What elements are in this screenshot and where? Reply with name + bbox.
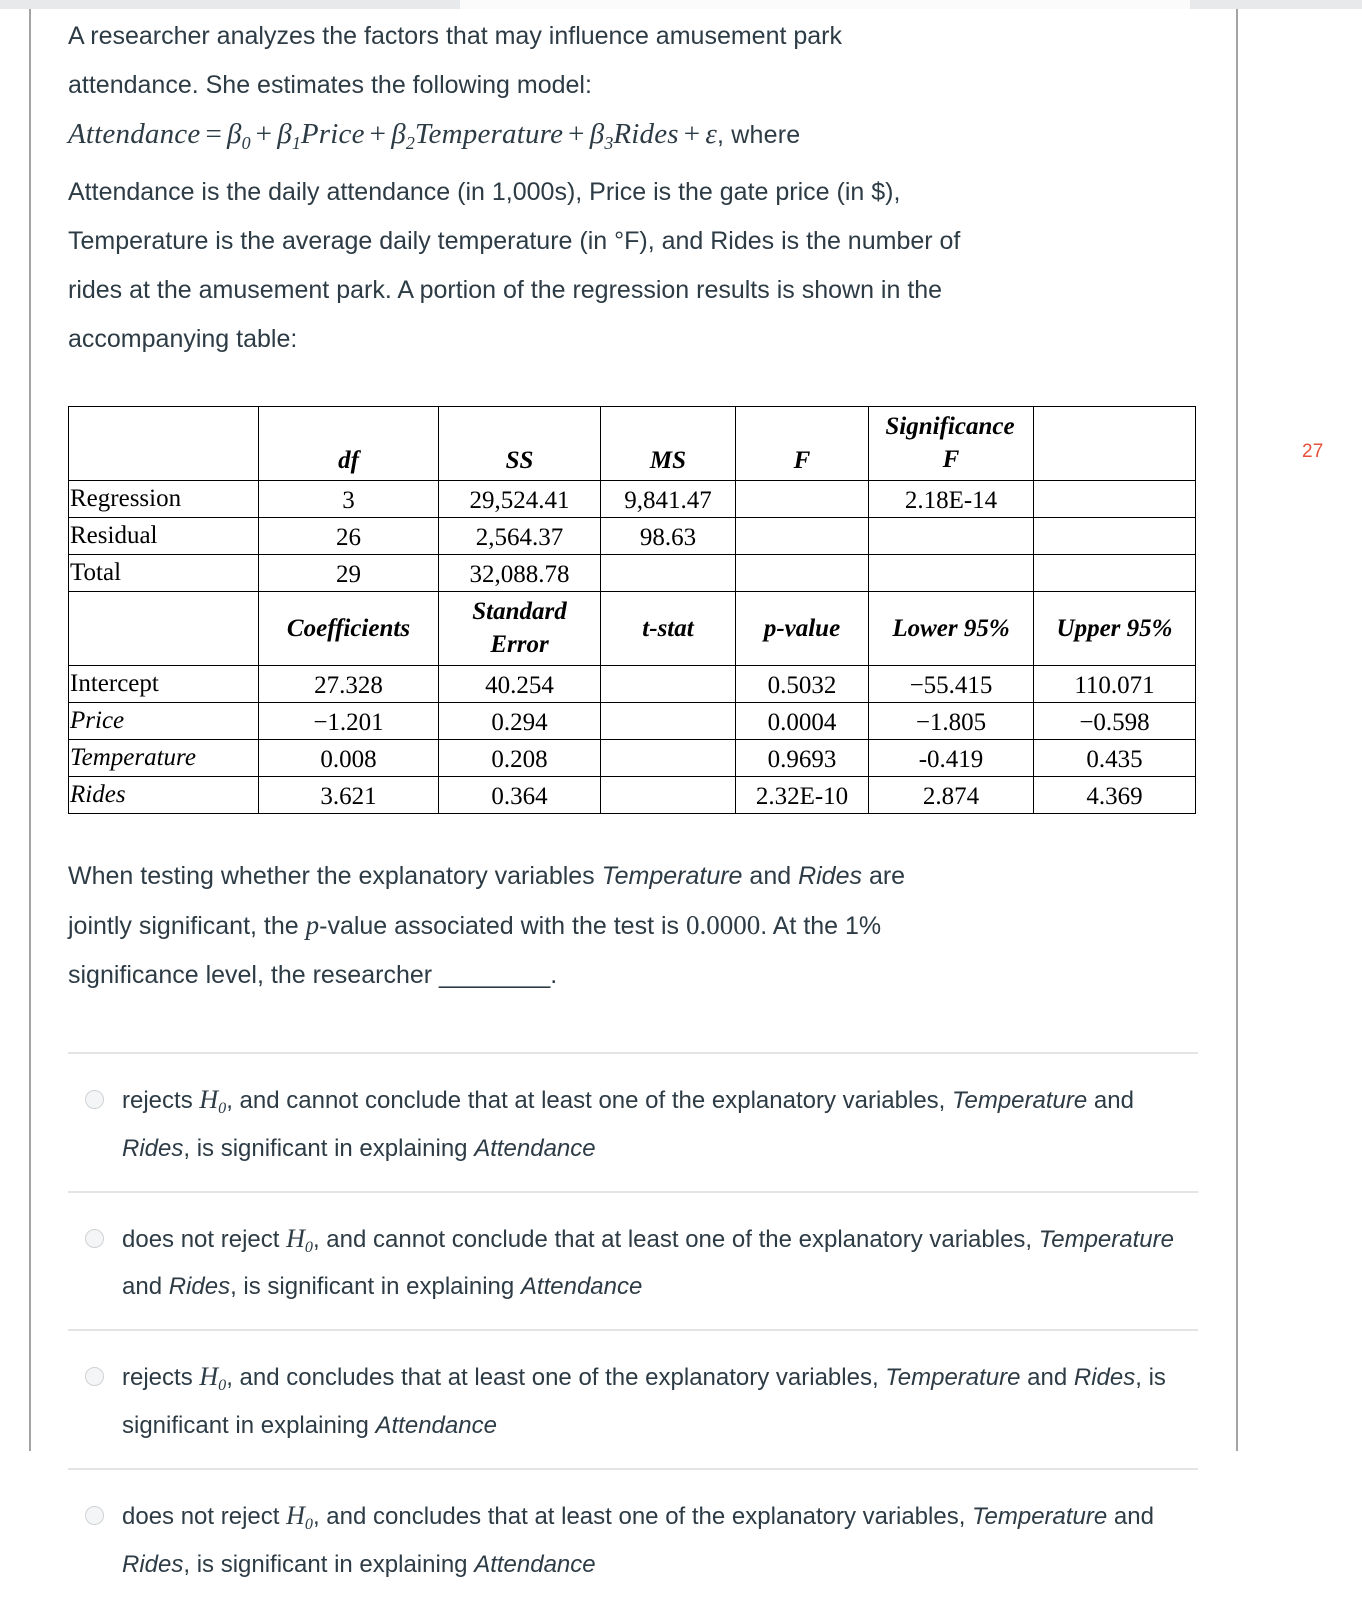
eq-plus-4: + [679, 118, 706, 150]
eq-beta1-sub: 1 [292, 133, 301, 153]
radio-button-option-2[interactable] [85, 1229, 104, 1248]
eq-beta2: β [391, 118, 406, 150]
prompt-line-2 [68, 901, 1198, 951]
stem-line-6: accompanying table: [68, 315, 1198, 364]
option-1-h-sub: 0 [218, 1100, 226, 1117]
answer-option-2[interactable] [68, 1193, 1198, 1330]
prompt-symbol-p: p [306, 910, 320, 940]
anova-header-df: df [259, 406, 439, 480]
coef-rides-p-value: 2.32E-10 [736, 776, 869, 813]
eq-beta3-sub: 3 [604, 133, 613, 153]
anova-header-f: F [736, 406, 869, 480]
option-1-text-b: , and cannot conclude that at least one of the explanatory variables, [226, 1087, 952, 1114]
eq-equals: = [200, 118, 227, 150]
option-3-text-d: , is significant in explaining [122, 1364, 1166, 1439]
option-4-var-rides: Rides [122, 1551, 183, 1578]
eq-beta1: β [277, 118, 292, 150]
prompt-text-2a: jointly significant, the [68, 912, 306, 940]
option-3-var-attendance: Attendance [376, 1412, 497, 1439]
anova-regression-df: 3 [259, 480, 439, 517]
coef-header-standard-error [439, 591, 601, 665]
option-3-h-sub: 0 [218, 1377, 226, 1394]
eq-plus-1: + [251, 118, 278, 150]
option-1-var-rides: Rides [122, 1135, 183, 1162]
option-2-h: H [286, 1224, 305, 1253]
coef-row-label-temperature: Temperature [69, 739, 259, 776]
option-2-var-attendance: Attendance [521, 1273, 642, 1300]
table-row [69, 517, 1362, 554]
table-row [69, 776, 1362, 813]
anova-header-row [69, 406, 1362, 480]
anova-header-label [69, 406, 259, 480]
option-3-h-null [199, 1362, 226, 1391]
option-1-text-d: , is significant in explaining [183, 1135, 474, 1162]
significance-f-line-2: F [943, 446, 960, 473]
prompt-text-1a: When testing whether the explanatory variables [68, 862, 602, 890]
stem-line-4: Temperature is the average daily temperature (in °F), and Rides is the number of [68, 217, 1198, 266]
eq-term-temperature: Temperature [415, 118, 563, 150]
coef-header-coefficients: Coefficients [259, 591, 439, 665]
anova-header-extra [1034, 406, 1196, 480]
option-4-h-sub: 0 [305, 1516, 313, 1533]
eq-plus-2: + [365, 118, 392, 150]
option-4-h-null [286, 1501, 313, 1530]
option-2-h-null [286, 1224, 313, 1253]
option-3-var-rides: Rides [1074, 1364, 1135, 1391]
option-2-h-sub: 0 [305, 1238, 313, 1255]
coef-row-label-price: Price [69, 702, 259, 739]
option-1-var-temperature: Temperature [952, 1087, 1087, 1114]
option-2-text-a: does not reject [122, 1226, 286, 1253]
eq-epsilon: ε [705, 118, 717, 150]
coef-header-label [69, 591, 259, 665]
anova-row-label-total: Total [69, 554, 259, 591]
anova-total-ss: 32,088.78 [439, 554, 601, 591]
eq-beta2-sub: 2 [406, 133, 415, 153]
anova-regression-extra [1034, 480, 1196, 517]
anova-regression-ms: 9,841.47 [601, 480, 736, 517]
option-1-var-attendance: Attendance [474, 1135, 595, 1162]
option-3-text-c: and [1020, 1364, 1073, 1391]
coef-header-p-value: p-value [736, 591, 869, 665]
significance-f-line-1: Significance [857, 411, 1043, 443]
option-4-text-a: does not reject [122, 1503, 286, 1530]
anova-row-label-regression: Regression [69, 480, 259, 517]
option-4-text-b: , and concludes that at least one of the explanatory variables, [313, 1503, 972, 1530]
table-row [69, 480, 1362, 517]
option-3-text-a: rejects [122, 1364, 199, 1391]
table-row [69, 554, 1362, 591]
anova-regression-ss: 29,524.41 [439, 480, 601, 517]
option-1-h: H [199, 1085, 218, 1114]
answer-option-1-label [122, 1080, 1187, 1169]
answer-option-2-label [122, 1219, 1187, 1308]
anova-header-significance-f [869, 406, 1034, 480]
table-row [69, 739, 1362, 776]
anova-total-ms [601, 554, 736, 591]
coef-price-upper-95: −0.598 [1034, 702, 1196, 739]
coef-price-t-stat [601, 702, 736, 739]
coefficients-header-row [69, 591, 1362, 665]
question-stem [68, 12, 1198, 364]
radio-button-option-1[interactable] [85, 1090, 104, 1109]
option-1-h-null [199, 1085, 226, 1114]
answer-option-1[interactable] [68, 1054, 1198, 1191]
coef-intercept-lower-95: −55.415 [869, 665, 1034, 702]
prompt-text-2c: -value associated with the test is [319, 912, 686, 940]
option-3-var-temperature: Temperature [885, 1364, 1020, 1391]
option-4-var-temperature: Temperature [972, 1503, 1107, 1530]
stem-line-2: attendance. She estimates the following model: [68, 61, 1198, 110]
coef-rides-lower-95: 2.874 [869, 776, 1034, 813]
eq-term-rides: Rides [613, 118, 678, 150]
question-content [68, 12, 1198, 1607]
coef-row-label-rides: Rides [69, 776, 259, 813]
anova-total-f [736, 554, 869, 591]
stem-line-3: Attendance is the daily attendance (in 1,000s), Price is the gate price (in $), [68, 168, 1198, 217]
anova-row-label-residual: Residual [69, 517, 259, 554]
anova-residual-ss: 2,564.37 [439, 517, 601, 554]
option-4-var-attendance: Attendance [474, 1551, 595, 1578]
coef-row-label-intercept: Intercept [69, 665, 259, 702]
coef-rides-upper-95: 4.369 [1034, 776, 1196, 813]
anova-header-ss: SS [439, 406, 601, 480]
anova-regression-f [736, 480, 869, 517]
coef-intercept-standard-error: 40.254 [439, 665, 601, 702]
regression-results-table-wrapper [68, 406, 1198, 814]
eq-beta0-sub: 0 [242, 133, 251, 153]
question-number: 27 [1302, 441, 1324, 463]
option-3-h: H [199, 1362, 218, 1391]
eq-beta0: β [227, 118, 242, 150]
eq-term-price: Price [301, 118, 365, 150]
regression-results-table [68, 406, 1362, 814]
eq-plus-3: + [563, 118, 590, 150]
answer-option-4[interactable] [68, 1470, 1198, 1607]
stem-line-5: rides at the amusement park. A portion of the regression results is shown in the [68, 266, 1198, 315]
radio-button-option-4[interactable] [85, 1506, 104, 1525]
prompt-line-3 [68, 951, 1198, 1000]
anova-residual-f [736, 517, 869, 554]
option-1-text-c: and [1087, 1087, 1134, 1114]
coef-price-p-value: 0.0004 [736, 702, 869, 739]
option-3-text-b: , and concludes that at least one of the explanatory variables, [226, 1364, 885, 1391]
answer-option-4-label [122, 1496, 1187, 1585]
coef-temperature-coefficient: 0.008 [259, 739, 439, 776]
stem-line-1: A researcher analyzes the factors that may influence amusement park [68, 12, 1198, 61]
standard-error-line-1: Standard [439, 595, 600, 628]
option-4-text-d: , is significant in explaining [183, 1551, 474, 1578]
option-2-var-rides: Rides [169, 1273, 230, 1300]
eq-lhs: Attendance [68, 118, 200, 150]
anova-residual-ms: 98.63 [601, 517, 736, 554]
prompt-text-1c: and [742, 862, 798, 890]
prompt-text-2e: . At the 1% [760, 912, 881, 940]
page-left-rule [29, 9, 31, 1451]
coef-price-standard-error: 0.294 [439, 702, 601, 739]
anova-header-ms: MS [601, 406, 736, 480]
coef-header-t-stat: t-stat [601, 591, 736, 665]
option-2-text-d: , is significant in explaining [230, 1273, 521, 1300]
option-1-text-a: rejects [122, 1087, 199, 1114]
coef-temperature-p-value: 0.9693 [736, 739, 869, 776]
prompt-text-1e: are [862, 862, 905, 890]
coef-price-coefficient: −1.201 [259, 702, 439, 739]
anova-total-extra [1034, 554, 1196, 591]
coef-rides-t-stat [601, 776, 736, 813]
coef-header-upper-95: Upper 95% [1034, 591, 1196, 665]
table-row [69, 665, 1362, 702]
coef-intercept-coefficient: 27.328 [259, 665, 439, 702]
coef-temperature-upper-95: 0.435 [1034, 739, 1196, 776]
answer-option-3[interactable] [68, 1331, 1198, 1468]
anova-residual-extra [1034, 517, 1196, 554]
option-2-text-b: , and cannot conclude that at least one of the explanatory variables, [313, 1226, 1039, 1253]
option-4-text-c: and [1107, 1503, 1154, 1530]
option-2-text-c: and [122, 1273, 169, 1300]
anova-total-df: 29 [259, 554, 439, 591]
coef-intercept-upper-95: 110.071 [1034, 665, 1196, 702]
window-top-strip-active-region [460, 0, 1190, 9]
anova-regression-significance-f: 2.18E-14 [869, 480, 1034, 517]
prompt-line-1 [68, 852, 1198, 901]
coef-temperature-standard-error: 0.208 [439, 739, 601, 776]
eq-beta3: β [590, 118, 605, 150]
coef-header-lower-95: Lower 95% [869, 591, 1034, 665]
option-4-h: H [286, 1501, 305, 1530]
table-row [69, 702, 1362, 739]
standard-error-line-2: Error [490, 631, 548, 658]
coef-rides-coefficient: 3.621 [259, 776, 439, 813]
coef-temperature-lower-95: -0.419 [869, 739, 1034, 776]
prompt-answer-blank: ________ [439, 961, 550, 989]
coef-intercept-t-stat [601, 665, 736, 702]
coef-price-lower-95: −1.805 [869, 702, 1034, 739]
anova-total-significance-f [869, 554, 1034, 591]
regression-model-equation [68, 110, 1198, 168]
anova-residual-df: 26 [259, 517, 439, 554]
answer-options-list [68, 1052, 1198, 1607]
coef-rides-standard-error: 0.364 [439, 776, 601, 813]
prompt-var-temperature: Temperature [602, 862, 743, 890]
eq-tail: , where [717, 121, 800, 149]
coef-intercept-p-value: 0.5032 [736, 665, 869, 702]
prompt-text-3a: significance level, the researcher [68, 961, 439, 989]
question-prompt [68, 852, 1198, 1000]
prompt-text-3b: . [550, 961, 557, 989]
prompt-var-rides: Rides [798, 862, 862, 890]
prompt-value-pvalue: 0.0000 [686, 910, 760, 940]
anova-residual-significance-f [869, 517, 1034, 554]
coef-temperature-t-stat [601, 739, 736, 776]
option-2-var-temperature: Temperature [1039, 1226, 1174, 1253]
answer-option-3-label [122, 1357, 1187, 1446]
radio-button-option-3[interactable] [85, 1367, 104, 1386]
